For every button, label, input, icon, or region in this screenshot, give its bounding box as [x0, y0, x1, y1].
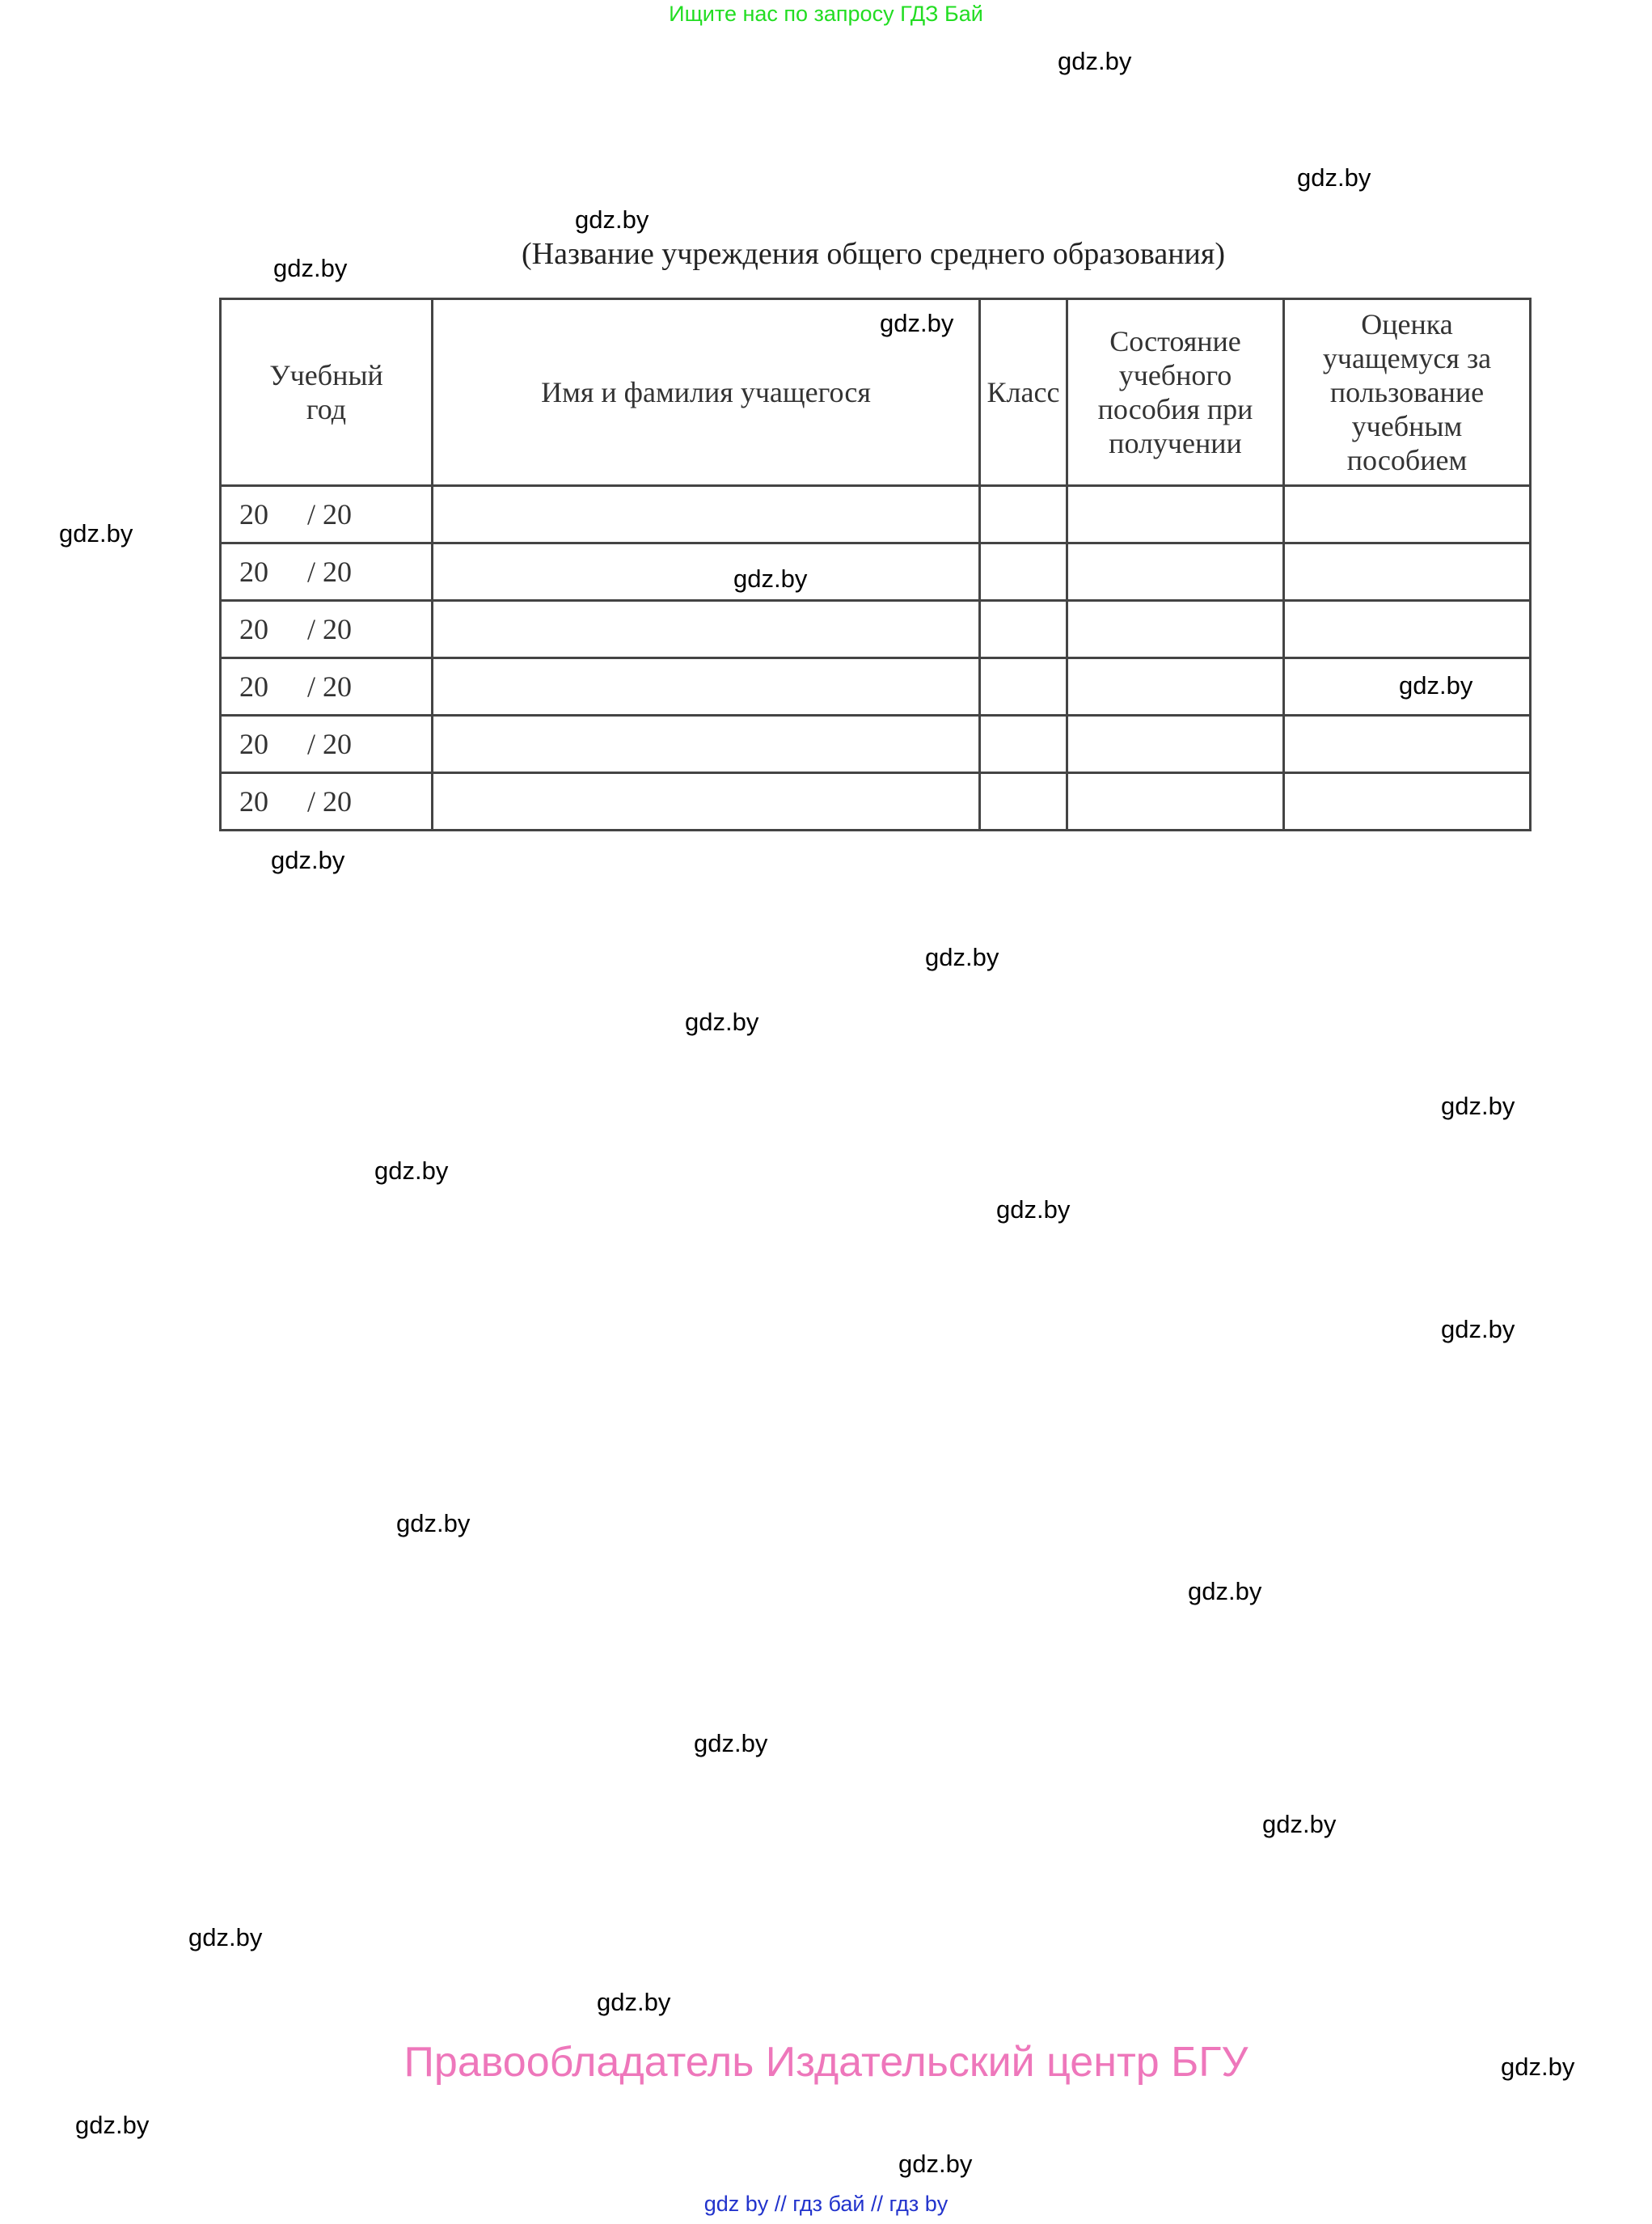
table-row: [221, 773, 1531, 831]
watermark: gdz.by: [188, 1923, 263, 1951]
search-banner: Ищите нас по запросу ГДЗ Бай: [669, 2, 983, 26]
grade-cell: [980, 773, 1067, 831]
condition-cell: [1067, 601, 1284, 658]
year-cell: 20 / 20: [221, 773, 433, 831]
watermark: gdz.by: [59, 519, 133, 548]
student-name-cell: [433, 486, 980, 543]
watermark: gdz.by: [694, 1729, 768, 1757]
grade-cell: [980, 658, 1067, 716]
watermark: gdz.by: [597, 1988, 671, 2016]
watermark: gdz.by: [75, 2111, 150, 2139]
year-cell: 20 / 20: [221, 543, 433, 601]
watermark: gdz.by: [1058, 47, 1132, 75]
header-condition: Состояние учебного пособия при получении: [1067, 299, 1284, 486]
score-cell: [1284, 486, 1531, 543]
watermark: gdz.by: [880, 309, 954, 337]
year-cell: 20 / 20: [221, 716, 433, 773]
footer-links[interactable]: gdz by // гдз бай // гдз by: [703, 2192, 949, 2216]
condition-cell: [1067, 543, 1284, 601]
header-student-name: Имя и фамилия учащегося: [433, 299, 980, 486]
condition-cell: [1067, 773, 1284, 831]
watermark: gdz.by: [1441, 1315, 1515, 1343]
watermark: gdz.by: [1188, 1577, 1262, 1605]
score-cell: [1284, 773, 1531, 831]
watermark: gdz.by: [733, 564, 808, 593]
student-name-cell: [433, 773, 980, 831]
watermark: gdz.by: [396, 1509, 471, 1537]
score-cell: [1284, 716, 1531, 773]
grade-cell: [980, 716, 1067, 773]
header-grade: Класс: [980, 299, 1067, 486]
grade-cell: [980, 601, 1067, 658]
watermark: gdz.by: [273, 254, 348, 282]
year-cell: 20 / 20: [221, 601, 433, 658]
table-row: [221, 486, 1531, 543]
watermark: gdz.by: [374, 1156, 449, 1185]
header-score: Оценка учащемуся за пользование учебным пособием: [1284, 299, 1531, 486]
copyright-notice: Правообладатель Издательский центр БГУ: [403, 2039, 1249, 2086]
score-cell: [1284, 543, 1531, 601]
student-name-cell: [433, 543, 980, 601]
student-name-cell: [433, 658, 980, 716]
student-name-cell: [433, 716, 980, 773]
watermark: gdz.by: [1297, 163, 1371, 192]
condition-cell: [1067, 716, 1284, 773]
table-row: [221, 543, 1531, 601]
condition-cell: [1067, 486, 1284, 543]
student-name-cell: [433, 601, 980, 658]
watermark: gdz.by: [925, 943, 999, 971]
table-row: [221, 658, 1531, 716]
table-row: [221, 601, 1531, 658]
year-cell: 20 / 20: [221, 658, 433, 716]
watermark: gdz.by: [685, 1008, 759, 1036]
table-row: [221, 716, 1531, 773]
watermark: gdz.by: [271, 846, 345, 874]
score-cell: [1284, 601, 1531, 658]
condition-cell: [1067, 658, 1284, 716]
watermark: gdz.by: [1262, 1810, 1337, 1838]
grade-cell: [980, 543, 1067, 601]
watermark: gdz.by: [898, 2150, 973, 2178]
table-header-row: [221, 299, 1531, 486]
institution-caption: (Название учреждения общего среднего образования): [521, 237, 1225, 271]
watermark: gdz.by: [1441, 1092, 1515, 1120]
header-year: Учебный год: [221, 299, 433, 486]
watermark: gdz.by: [1501, 2053, 1575, 2081]
watermark: gdz.by: [1399, 671, 1473, 700]
year-cell: 20 / 20: [221, 486, 433, 543]
grade-cell: [980, 486, 1067, 543]
watermark: gdz.by: [575, 205, 649, 234]
watermark: gdz.by: [996, 1195, 1071, 1224]
textbook-register-table: [219, 298, 1532, 831]
